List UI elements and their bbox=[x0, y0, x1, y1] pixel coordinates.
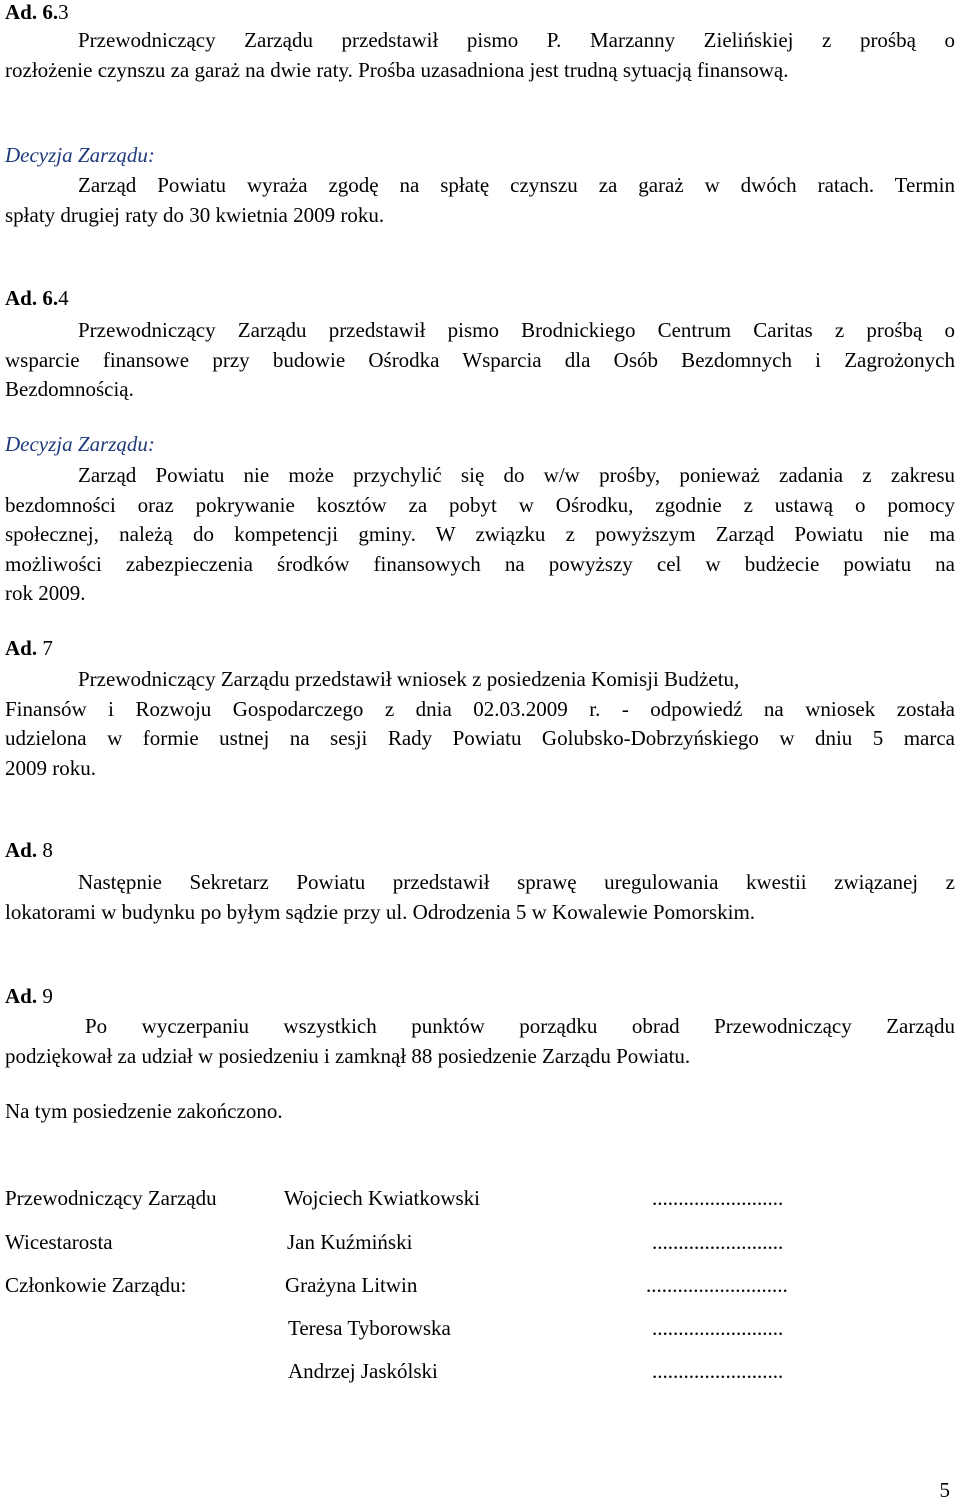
body-line: Zarząd Powiatu nie może przychylić się do w/w prośby, ponieważ zadania z zakresu bbox=[78, 463, 955, 487]
body-line: rok 2009. bbox=[5, 581, 86, 605]
body-line: Bezdomnością. bbox=[5, 377, 134, 401]
body-line: udzielona w formie ustnej na sesji Rady Powiatu Golubsko-Dobrzyńskiego w dniu 5 marca bbox=[5, 726, 955, 750]
section-heading-ad-7: Ad. 7 bbox=[5, 636, 53, 660]
decision-label: Decyzja Zarządu: bbox=[5, 143, 155, 167]
signature-name: Teresa Tyborowska bbox=[288, 1316, 451, 1340]
body-line: Finansów i Rozwoju Gospodarczego z dnia 02.03.2009 r. - odpowiedź na wniosek została bbox=[5, 696, 955, 721]
body-line: Po wyczerpaniu wszystkich punktów porządku obrad Przewodniczący Zarządu bbox=[85, 1014, 955, 1038]
body-line: bezdomności oraz pokrywanie kosztów za pobyt w Ośrodku, zgodnie z ustawą o pomocy bbox=[5, 492, 955, 517]
signature-line: ......................... bbox=[652, 1359, 784, 1383]
body-line: Przewodniczący Zarządu przedstawił pismo Brodnickiego Centrum Caritas z prośbą o bbox=[78, 318, 955, 342]
body-line: Następnie Sekretarz Powiatu przedstawił sprawę uregulowania kwestii związanej z bbox=[78, 870, 955, 894]
signature-name: Jan Kuźmiński bbox=[287, 1230, 413, 1254]
body-line: lokatorami w budynku po byłym sądzie przy ul. Odrodzenia 5 w Kowalewie Pomorskim. bbox=[5, 899, 756, 924]
signature-line: ......................... bbox=[652, 1316, 784, 1340]
body-line: Zarząd Powiatu wyraża zgodę na spłatę czynszu za garaż w dwóch ratach. Termin bbox=[78, 173, 955, 197]
body-line: podziękował za udział w posiedzeniu i zamknął 88 posiedzenie Zarządu Powiatu. bbox=[5, 1043, 691, 1068]
signature-role: Wicestarosta bbox=[5, 1230, 113, 1254]
decision-label: Decyzja Zarządu: bbox=[5, 432, 155, 456]
signature-name: Andrzej Jaskólski bbox=[288, 1359, 438, 1383]
signature-role: Członkowie Zarządu: bbox=[5, 1273, 187, 1297]
section-body-ad-7 bbox=[5, 665, 955, 783]
body-line: Przewodniczący Zarządu przedstawił pismo P. Marzanny Zielińskiej z prośbą o bbox=[78, 28, 955, 52]
section-body-ad-6-3 bbox=[5, 26, 955, 85]
section-heading-ad-6-3: Ad. 6.3 bbox=[5, 0, 69, 24]
closing-statement: Na tym posiedzenie zakończono. bbox=[5, 1099, 283, 1123]
decision-body bbox=[5, 461, 955, 609]
decision-body bbox=[5, 171, 955, 230]
signature-name: Grażyna Litwin bbox=[285, 1273, 418, 1297]
section-body-ad-9 bbox=[5, 1012, 955, 1071]
signature-line: ......................... bbox=[652, 1230, 784, 1254]
signature-line: ......................... bbox=[652, 1186, 784, 1210]
section-heading-ad-8: Ad. 8 bbox=[5, 838, 53, 862]
body-line: wsparcie finansowe przy budowie Ośrodka Wsparcia dla Osób Bezdomnych i Zagrożonych bbox=[5, 347, 955, 372]
body-line: rozłożenie czynszu za garaż na dwie raty. Prośba uzasadniona jest trudną sytuacją finansową. bbox=[5, 57, 789, 82]
body-line: spłaty drugiej raty do 30 kwietnia 2009 roku. bbox=[5, 202, 385, 227]
signature-line: ........................... bbox=[646, 1273, 788, 1297]
section-heading-ad-9: Ad. 9 bbox=[5, 984, 53, 1008]
signature-name: Wojciech Kwiatkowski bbox=[284, 1186, 481, 1210]
page-number: 5 bbox=[939, 1478, 950, 1502]
section-body-ad-8 bbox=[5, 868, 955, 927]
signature-role: Przewodniczący Zarządu bbox=[5, 1186, 217, 1210]
section-body-ad-6-4 bbox=[5, 316, 955, 405]
section-heading-ad-6-4: Ad. 6.4 bbox=[5, 286, 69, 310]
body-line: możliwości zabezpieczenia środków finansowych na powyższy cel w budżecie powiatu na bbox=[5, 551, 955, 576]
body-line: Przewodniczący Zarządu przedstawił wniosek z posiedzenia Komisji Budżetu, bbox=[78, 667, 740, 691]
body-line: społecznej, należą do kompetencji gminy. W związku z powyższym Zarząd Powiatu nie ma bbox=[5, 522, 955, 546]
body-line: 2009 roku. bbox=[5, 755, 96, 780]
